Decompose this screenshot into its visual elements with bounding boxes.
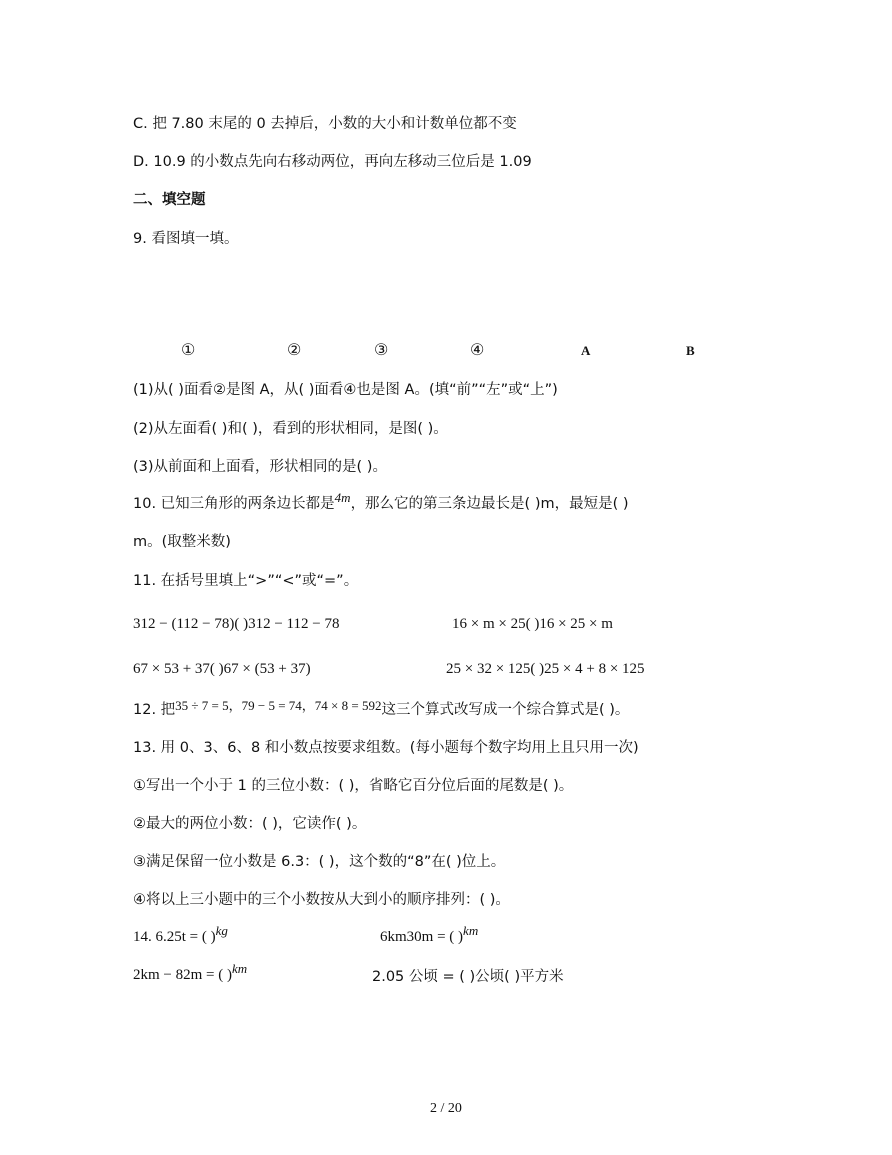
question-12-text-b: 这三个算式改写成一个综合算式是( )。 bbox=[381, 702, 630, 718]
question-11-expr-3: 67 × 53 + 37( )67 × (53 + 37) bbox=[133, 661, 311, 677]
question-14-c-unit: km bbox=[232, 961, 248, 976]
question-14-a-text: 14. 6.25t = ( ) bbox=[133, 929, 216, 945]
question-12-equations: 35 ÷ 7 = 5，79 − 5 = 74，74 × 8 = 592 bbox=[175, 698, 382, 713]
question-14-a-unit: kg bbox=[215, 923, 228, 938]
question-13-part-3: ③满足保留一位小数是 6.3：( )，这个数的“8”在( )位上。 bbox=[133, 854, 506, 870]
figure-label-3: ③ bbox=[374, 342, 389, 359]
page-number: 2 / 20 bbox=[430, 1101, 462, 1116]
question-11-expr-1: 312 − (112 − 78)( )312 − 112 − 78 bbox=[133, 616, 340, 632]
question-12-text-a: 12. 把 bbox=[133, 702, 176, 718]
question-10-text-a: 10. 已知三角形的两条边长都是 bbox=[133, 496, 335, 512]
question-11-expr-4: 25 × 32 × 125( )25 × 4 + 8 × 125 bbox=[446, 661, 645, 677]
cube-views-figure bbox=[0, 260, 892, 335]
figure-label-a: A bbox=[581, 343, 591, 358]
question-14-b bbox=[380, 923, 479, 947]
question-14-b-text: 6km30m = ( ) bbox=[380, 929, 464, 945]
section-heading: 二、填空题 bbox=[133, 192, 206, 208]
question-13-part-4: ④将以上三小题中的三个小数按从大到小的顺序排列：( )。 bbox=[133, 892, 510, 908]
question-9-part-3: (3)从前面和上面看，形状相同的是( )。 bbox=[133, 459, 387, 475]
question-9-part-1: (1)从( )面看②是图 A，从( )面看④也是图 A。(填“前”“左”或“上”) bbox=[133, 382, 558, 398]
figure-label-1: ① bbox=[181, 342, 196, 359]
question-14-b-unit: km bbox=[463, 923, 479, 938]
question-14-c-text: 2km − 82m = ( ) bbox=[133, 967, 232, 983]
question-12 bbox=[133, 700, 629, 720]
figure-label-4: ④ bbox=[470, 342, 485, 359]
question-13: 13. 用 0、3、6、8 和小数点按要求组数。(每小题每个数字均用上且只用一次) bbox=[133, 740, 639, 756]
question-11: 11. 在括号里填上“>”“<”或“=”。 bbox=[133, 573, 359, 589]
figure-label-2: ② bbox=[287, 342, 302, 359]
question-13-part-1: ①写出一个小于 1 的三位小数：( )，省略它百分位后面的尾数是( )。 bbox=[133, 778, 574, 794]
question-9-part-2: (2)从左面看( )和( )，看到的形状相同，是图( )。 bbox=[133, 421, 448, 437]
option-d: D. 10.9 的小数点先向右移动两位，再向左移动三位后是 1.09 bbox=[133, 154, 532, 170]
question-14-c bbox=[133, 961, 248, 985]
question-11-expr-2: 16 × m × 25( )16 × 25 × m bbox=[452, 616, 613, 632]
option-c: C. 把 7.80 末尾的 0 去掉后，小数的大小和计数单位都不变 bbox=[133, 116, 517, 132]
question-14-d: 2.05 公顷 = ( )公顷( )平方米 bbox=[372, 969, 564, 985]
figure-label-b: B bbox=[686, 343, 695, 358]
question-10 bbox=[133, 490, 629, 514]
question-13-part-2: ②最大的两位小数：( )，它读作( )。 bbox=[133, 816, 367, 832]
question-14-a bbox=[133, 923, 228, 947]
question-10-text-b: ，那么它的第三条边最长是( )m，最短是( ) bbox=[350, 496, 629, 512]
question-10-continued: m。(取整米数) bbox=[133, 534, 231, 550]
question-9: 9. 看图填一填。 bbox=[133, 231, 239, 247]
question-10-unit: 4m bbox=[334, 490, 351, 505]
